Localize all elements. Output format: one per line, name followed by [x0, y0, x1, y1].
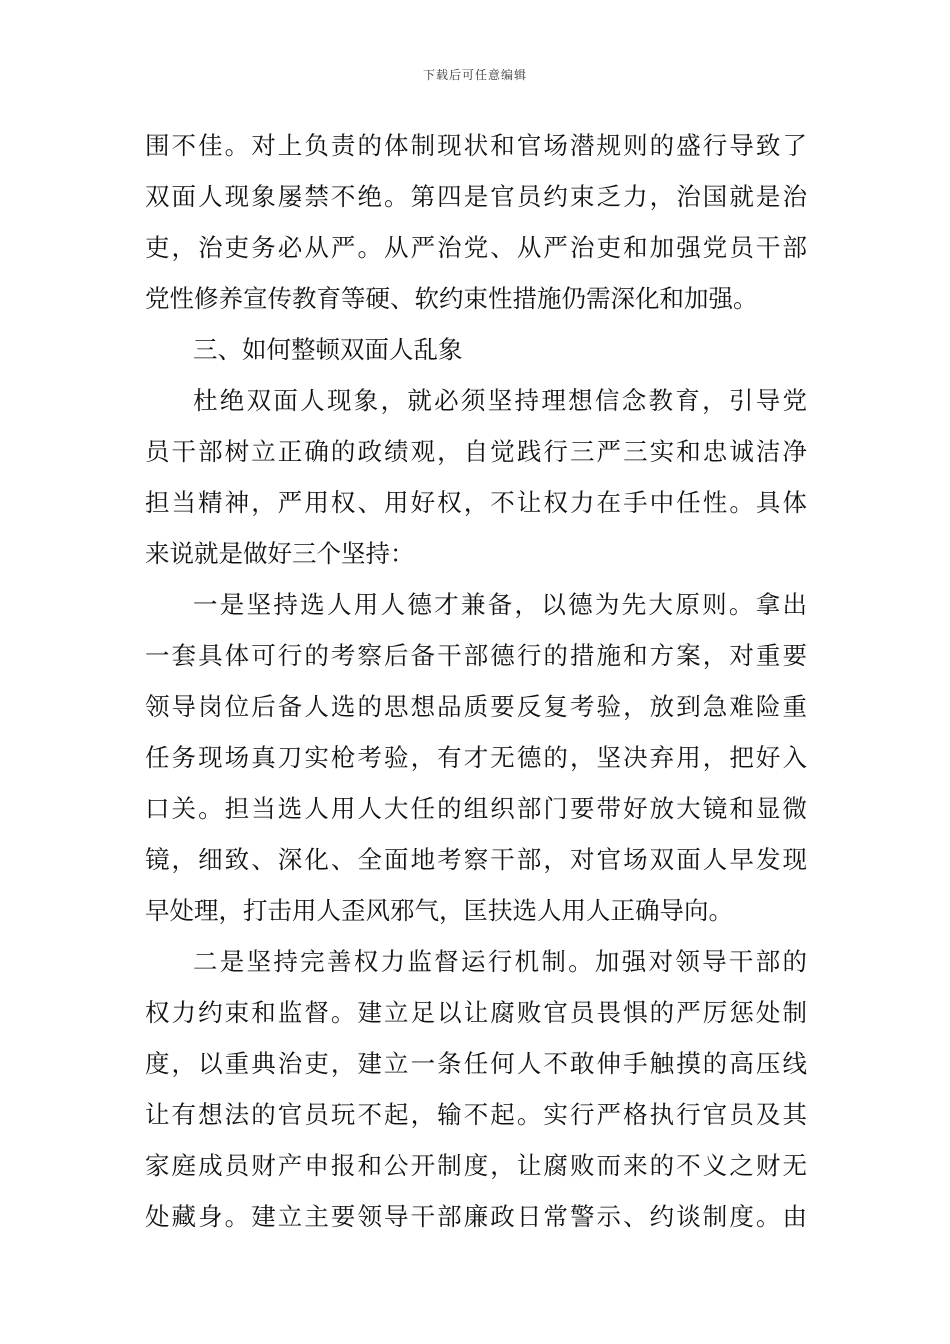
page-header: 下载后可任意编辑 — [422, 68, 527, 82]
text-line: 家庭成员财产申报和公开制度，让腐败而来的不义之财无 — [145, 1151, 807, 1180]
text-line: 领导岗位后备人选的思想品质要反复考验，放到急难险重 — [145, 692, 807, 721]
text-line: 围不佳。对上负责的体制现状和官场潜规则的盛行导致了 — [145, 131, 807, 160]
section-heading: 三、如何整顿双面人乱象 — [193, 335, 463, 364]
text-line: 早处理，打击用人歪风邪气，匡扶选人用人正确导向。 — [145, 896, 733, 925]
text-line: 镜，细致、深化、全面地考察干部，对官场双面人早发现 — [145, 845, 807, 874]
text-line: 吏，治吏务必从严。从严治党、从严治吏和加强党员干部 — [145, 233, 807, 262]
text-line: 处藏身。建立主要领导干部廉政日常警示、约谈制度。由 — [145, 1202, 807, 1231]
text-line: 一是坚持选人用人德才兼备，以德为先大原则。拿出 — [193, 590, 807, 619]
text-line: 任务现场真刀实枪考验，有才无德的，坚决弃用，把好入 — [145, 743, 807, 772]
text-line: 杜绝双面人现象，就必须坚持理想信念教育，引导党 — [193, 386, 807, 415]
text-line: 度，以重典治吏，建立一条任何人不敢伸手触摸的高压线 — [145, 1049, 807, 1078]
document-body — [145, 120, 807, 1242]
text-line: 一套具体可行的考察后备干部德行的措施和方案，对重要 — [145, 641, 807, 670]
text-line: 担当精神，严用权、用好权，不让权力在手中任性。具体 — [145, 488, 807, 517]
text-line: 二是坚持完善权力监督运行机制。加强对领导干部的 — [193, 947, 807, 976]
text-line: 让有想法的官员玩不起，输不起。实行严格执行官员及其 — [145, 1100, 807, 1129]
text-line: 来说就是做好三个坚持： — [145, 539, 415, 568]
text-line: 口关。担当选人用人大任的组织部门要带好放大镜和显微 — [145, 794, 807, 823]
text-line: 权力约束和监督。建立足以让腐败官员畏惧的严厉惩处制 — [145, 998, 807, 1027]
text-line: 党性修养宣传教育等硬、软约束性措施仍需深化和加强。 — [145, 284, 758, 313]
text-line: 员干部树立正确的政绩观，自觉践行三严三实和忠诚洁净 — [145, 437, 807, 466]
text-line: 双面人现象屡禁不绝。第四是官员约束乏力，治国就是治 — [145, 182, 807, 211]
